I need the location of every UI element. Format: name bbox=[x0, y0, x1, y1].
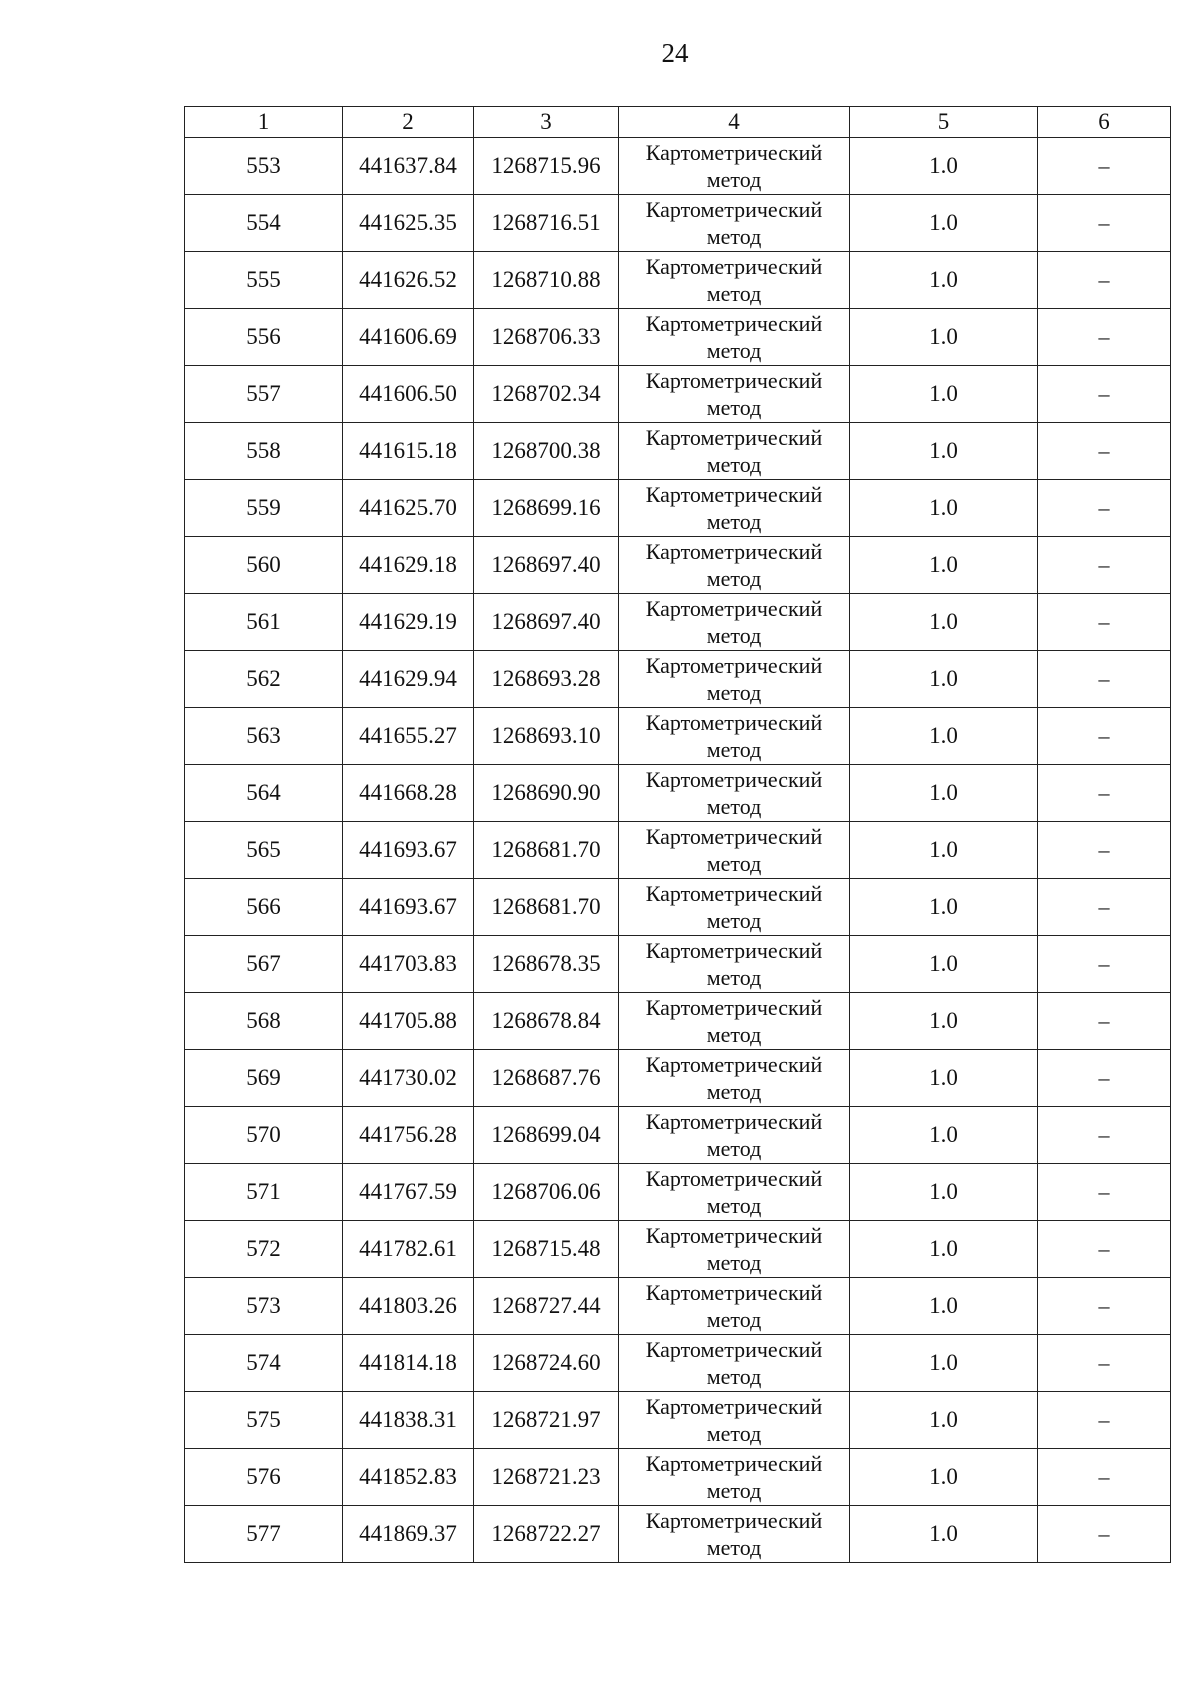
x-coordinate-cell: 441615.18 bbox=[343, 423, 474, 480]
x-coordinate-cell: 441693.67 bbox=[343, 822, 474, 879]
note-cell: – bbox=[1038, 708, 1171, 765]
y-coordinate-cell: 1268690.90 bbox=[474, 765, 619, 822]
method-line-2: метод bbox=[706, 623, 762, 648]
note-cell: – bbox=[1038, 480, 1171, 537]
method-line-1: Картометрический bbox=[645, 1508, 823, 1533]
x-coordinate-cell: 441814.18 bbox=[343, 1335, 474, 1392]
table-row bbox=[185, 1164, 1171, 1221]
method-line-2: метод bbox=[706, 965, 762, 990]
note-cell: – bbox=[1038, 1164, 1171, 1221]
x-coordinate-cell: 441606.50 bbox=[343, 366, 474, 423]
point-number-cell: 569 bbox=[185, 1050, 343, 1107]
x-coordinate-cell: 441637.84 bbox=[343, 138, 474, 195]
y-coordinate-cell: 1268715.48 bbox=[474, 1221, 619, 1278]
table-header bbox=[185, 107, 1171, 138]
point-number-cell: 556 bbox=[185, 309, 343, 366]
note-cell: – bbox=[1038, 1278, 1171, 1335]
method-line-1: Картометрический bbox=[645, 482, 823, 507]
note-cell: – bbox=[1038, 252, 1171, 309]
x-coordinate-cell: 441625.70 bbox=[343, 480, 474, 537]
note-cell: – bbox=[1038, 1050, 1171, 1107]
method-line-2: метод bbox=[706, 680, 762, 705]
method-cell bbox=[619, 1107, 850, 1164]
y-coordinate-cell: 1268724.60 bbox=[474, 1335, 619, 1392]
accuracy-cell: 1.0 bbox=[850, 1107, 1038, 1164]
point-number-cell: 559 bbox=[185, 480, 343, 537]
method-cell bbox=[619, 309, 850, 366]
x-coordinate-cell: 441803.26 bbox=[343, 1278, 474, 1335]
method-line-1: Картометрический bbox=[645, 1280, 823, 1305]
method-line-1: Картометрический bbox=[645, 710, 823, 735]
method-cell bbox=[619, 594, 850, 651]
point-number-cell: 565 bbox=[185, 822, 343, 879]
y-coordinate-cell: 1268693.10 bbox=[474, 708, 619, 765]
header-cell-2: 2 bbox=[343, 107, 474, 138]
note-cell: – bbox=[1038, 936, 1171, 993]
method-line-2: метод bbox=[706, 1193, 762, 1218]
point-number-cell: 574 bbox=[185, 1335, 343, 1392]
method-line-1: Картометрический bbox=[645, 1166, 823, 1191]
method-cell bbox=[619, 423, 850, 480]
y-coordinate-cell: 1268693.28 bbox=[474, 651, 619, 708]
table-row bbox=[185, 1392, 1171, 1449]
method-cell bbox=[619, 366, 850, 423]
table-row bbox=[185, 708, 1171, 765]
y-coordinate-cell: 1268678.35 bbox=[474, 936, 619, 993]
x-coordinate-cell: 441705.88 bbox=[343, 993, 474, 1050]
method-cell bbox=[619, 1335, 850, 1392]
y-coordinate-cell: 1268710.88 bbox=[474, 252, 619, 309]
method-line-1: Картометрический bbox=[645, 1052, 823, 1077]
header-cell-1: 1 bbox=[185, 107, 343, 138]
y-coordinate-cell: 1268697.40 bbox=[474, 594, 619, 651]
table-row bbox=[185, 1221, 1171, 1278]
method-cell bbox=[619, 1221, 850, 1278]
accuracy-cell: 1.0 bbox=[850, 1221, 1038, 1278]
method-line-2: метод bbox=[706, 851, 762, 876]
y-coordinate-cell: 1268727.44 bbox=[474, 1278, 619, 1335]
coordinates-table-wrapper bbox=[184, 106, 1170, 1563]
accuracy-cell: 1.0 bbox=[850, 309, 1038, 366]
point-number-cell: 575 bbox=[185, 1392, 343, 1449]
method-cell bbox=[619, 936, 850, 993]
x-coordinate-cell: 441668.28 bbox=[343, 765, 474, 822]
accuracy-cell: 1.0 bbox=[850, 765, 1038, 822]
x-coordinate-cell: 441838.31 bbox=[343, 1392, 474, 1449]
y-coordinate-cell: 1268702.34 bbox=[474, 366, 619, 423]
note-cell: – bbox=[1038, 1335, 1171, 1392]
table-row bbox=[185, 1449, 1171, 1506]
accuracy-cell: 1.0 bbox=[850, 1392, 1038, 1449]
x-coordinate-cell: 441625.35 bbox=[343, 195, 474, 252]
table-row bbox=[185, 879, 1171, 936]
x-coordinate-cell: 441626.52 bbox=[343, 252, 474, 309]
table-row bbox=[185, 309, 1171, 366]
x-coordinate-cell: 441693.67 bbox=[343, 879, 474, 936]
point-number-cell: 553 bbox=[185, 138, 343, 195]
y-coordinate-cell: 1268697.40 bbox=[474, 537, 619, 594]
point-number-cell: 566 bbox=[185, 879, 343, 936]
point-number-cell: 562 bbox=[185, 651, 343, 708]
method-cell bbox=[619, 195, 850, 252]
method-line-2: метод bbox=[706, 1022, 762, 1047]
accuracy-cell: 1.0 bbox=[850, 1050, 1038, 1107]
y-coordinate-cell: 1268715.96 bbox=[474, 138, 619, 195]
accuracy-cell: 1.0 bbox=[850, 1506, 1038, 1563]
x-coordinate-cell: 441852.83 bbox=[343, 1449, 474, 1506]
note-cell: – bbox=[1038, 1221, 1171, 1278]
method-line-1: Картометрический bbox=[645, 425, 823, 450]
note-cell: – bbox=[1038, 537, 1171, 594]
note-cell: – bbox=[1038, 423, 1171, 480]
y-coordinate-cell: 1268721.23 bbox=[474, 1449, 619, 1506]
header-cell-3: 3 bbox=[474, 107, 619, 138]
table-row bbox=[185, 1107, 1171, 1164]
method-line-2: метод bbox=[706, 338, 762, 363]
y-coordinate-cell: 1268706.33 bbox=[474, 309, 619, 366]
table-row bbox=[185, 1050, 1171, 1107]
table-row bbox=[185, 822, 1171, 879]
method-line-1: Картометрический bbox=[645, 368, 823, 393]
x-coordinate-cell: 441730.02 bbox=[343, 1050, 474, 1107]
method-line-2: метод bbox=[706, 908, 762, 933]
x-coordinate-cell: 441756.28 bbox=[343, 1107, 474, 1164]
point-number-cell: 567 bbox=[185, 936, 343, 993]
y-coordinate-cell: 1268700.38 bbox=[474, 423, 619, 480]
note-cell: – bbox=[1038, 309, 1171, 366]
note-cell: – bbox=[1038, 594, 1171, 651]
point-number-cell: 571 bbox=[185, 1164, 343, 1221]
table-body bbox=[185, 138, 1171, 1563]
accuracy-cell: 1.0 bbox=[850, 1449, 1038, 1506]
method-line-2: метод bbox=[706, 1421, 762, 1446]
method-line-1: Картометрический bbox=[645, 311, 823, 336]
header-cell-5: 5 bbox=[850, 107, 1038, 138]
y-coordinate-cell: 1268699.04 bbox=[474, 1107, 619, 1164]
accuracy-cell: 1.0 bbox=[850, 993, 1038, 1050]
method-line-1: Картометрический bbox=[645, 995, 823, 1020]
x-coordinate-cell: 441629.94 bbox=[343, 651, 474, 708]
point-number-cell: 560 bbox=[185, 537, 343, 594]
point-number-cell: 555 bbox=[185, 252, 343, 309]
method-line-2: метод bbox=[706, 566, 762, 591]
y-coordinate-cell: 1268687.76 bbox=[474, 1050, 619, 1107]
method-line-2: метод bbox=[706, 452, 762, 477]
method-line-2: метод bbox=[706, 281, 762, 306]
point-number-cell: 570 bbox=[185, 1107, 343, 1164]
note-cell: – bbox=[1038, 366, 1171, 423]
method-cell bbox=[619, 879, 850, 936]
method-line-1: Картометрический bbox=[645, 596, 823, 621]
method-line-2: метод bbox=[706, 224, 762, 249]
point-number-cell: 563 bbox=[185, 708, 343, 765]
note-cell: – bbox=[1038, 138, 1171, 195]
table-row bbox=[185, 1335, 1171, 1392]
y-coordinate-cell: 1268722.27 bbox=[474, 1506, 619, 1563]
method-line-1: Картометрический bbox=[645, 938, 823, 963]
y-coordinate-cell: 1268678.84 bbox=[474, 993, 619, 1050]
method-line-2: метод bbox=[706, 509, 762, 534]
y-coordinate-cell: 1268721.97 bbox=[474, 1392, 619, 1449]
accuracy-cell: 1.0 bbox=[850, 252, 1038, 309]
note-cell: – bbox=[1038, 195, 1171, 252]
accuracy-cell: 1.0 bbox=[850, 1278, 1038, 1335]
accuracy-cell: 1.0 bbox=[850, 1164, 1038, 1221]
method-line-2: метод bbox=[706, 395, 762, 420]
method-line-2: метод bbox=[706, 1478, 762, 1503]
method-cell bbox=[619, 252, 850, 309]
y-coordinate-cell: 1268706.06 bbox=[474, 1164, 619, 1221]
method-line-2: метод bbox=[706, 1364, 762, 1389]
method-cell bbox=[619, 480, 850, 537]
method-line-1: Картометрический bbox=[645, 653, 823, 678]
table-row bbox=[185, 366, 1171, 423]
y-coordinate-cell: 1268681.70 bbox=[474, 879, 619, 936]
method-line-1: Картометрический bbox=[645, 197, 823, 222]
method-cell bbox=[619, 993, 850, 1050]
point-number-cell: 577 bbox=[185, 1506, 343, 1563]
table-row bbox=[185, 594, 1171, 651]
y-coordinate-cell: 1268681.70 bbox=[474, 822, 619, 879]
point-number-cell: 576 bbox=[185, 1449, 343, 1506]
coordinates-table bbox=[184, 106, 1171, 1563]
table-row bbox=[185, 651, 1171, 708]
method-cell bbox=[619, 765, 850, 822]
method-cell bbox=[619, 822, 850, 879]
method-cell bbox=[619, 537, 850, 594]
x-coordinate-cell: 441782.61 bbox=[343, 1221, 474, 1278]
table-row bbox=[185, 423, 1171, 480]
note-cell: – bbox=[1038, 1107, 1171, 1164]
method-line-1: Картометрический bbox=[645, 1394, 823, 1419]
point-number-cell: 558 bbox=[185, 423, 343, 480]
accuracy-cell: 1.0 bbox=[850, 195, 1038, 252]
table-row bbox=[185, 993, 1171, 1050]
method-line-2: метод bbox=[706, 737, 762, 762]
method-line-2: метод bbox=[706, 1079, 762, 1104]
x-coordinate-cell: 441869.37 bbox=[343, 1506, 474, 1563]
table-row bbox=[185, 765, 1171, 822]
method-cell bbox=[619, 1506, 850, 1563]
method-cell bbox=[619, 1164, 850, 1221]
accuracy-cell: 1.0 bbox=[850, 651, 1038, 708]
table-row bbox=[185, 138, 1171, 195]
method-cell bbox=[619, 651, 850, 708]
header-row bbox=[185, 107, 1171, 138]
method-line-1: Картометрический bbox=[645, 254, 823, 279]
method-line-2: метод bbox=[706, 167, 762, 192]
method-line-1: Картометрический bbox=[645, 1223, 823, 1248]
y-coordinate-cell: 1268716.51 bbox=[474, 195, 619, 252]
method-line-2: метод bbox=[706, 1250, 762, 1275]
x-coordinate-cell: 441767.59 bbox=[343, 1164, 474, 1221]
method-line-2: метод bbox=[706, 1307, 762, 1332]
method-line-1: Картометрический bbox=[645, 1337, 823, 1362]
method-line-1: Картометрический bbox=[645, 1109, 823, 1134]
point-number-cell: 573 bbox=[185, 1278, 343, 1335]
x-coordinate-cell: 441655.27 bbox=[343, 708, 474, 765]
method-line-2: метод bbox=[706, 1535, 762, 1560]
note-cell: – bbox=[1038, 765, 1171, 822]
method-cell bbox=[619, 1449, 850, 1506]
point-number-cell: 554 bbox=[185, 195, 343, 252]
accuracy-cell: 1.0 bbox=[850, 822, 1038, 879]
note-cell: – bbox=[1038, 993, 1171, 1050]
table-row bbox=[185, 537, 1171, 594]
table-row bbox=[185, 480, 1171, 537]
method-line-2: метод bbox=[706, 794, 762, 819]
x-coordinate-cell: 441629.19 bbox=[343, 594, 474, 651]
method-line-1: Картометрический bbox=[645, 824, 823, 849]
method-cell bbox=[619, 1278, 850, 1335]
accuracy-cell: 1.0 bbox=[850, 423, 1038, 480]
method-line-1: Картометрический bbox=[645, 539, 823, 564]
x-coordinate-cell: 441629.18 bbox=[343, 537, 474, 594]
point-number-cell: 572 bbox=[185, 1221, 343, 1278]
y-coordinate-cell: 1268699.16 bbox=[474, 480, 619, 537]
page-number: 24 bbox=[661, 38, 689, 68]
table-row bbox=[185, 1506, 1171, 1563]
method-cell bbox=[619, 1392, 850, 1449]
note-cell: – bbox=[1038, 879, 1171, 936]
accuracy-cell: 1.0 bbox=[850, 879, 1038, 936]
table-row bbox=[185, 195, 1171, 252]
method-cell bbox=[619, 1050, 850, 1107]
note-cell: – bbox=[1038, 822, 1171, 879]
method-line-1: Картометрический bbox=[645, 1451, 823, 1476]
method-line-1: Картометрический bbox=[645, 881, 823, 906]
header-cell-6: 6 bbox=[1038, 107, 1171, 138]
accuracy-cell: 1.0 bbox=[850, 936, 1038, 993]
x-coordinate-cell: 441703.83 bbox=[343, 936, 474, 993]
point-number-cell: 561 bbox=[185, 594, 343, 651]
point-number-cell: 568 bbox=[185, 993, 343, 1050]
x-coordinate-cell: 441606.69 bbox=[343, 309, 474, 366]
method-line-1: Картометрический bbox=[645, 767, 823, 792]
note-cell: – bbox=[1038, 1392, 1171, 1449]
method-cell bbox=[619, 708, 850, 765]
point-number-cell: 564 bbox=[185, 765, 343, 822]
table-row bbox=[185, 936, 1171, 993]
accuracy-cell: 1.0 bbox=[850, 480, 1038, 537]
accuracy-cell: 1.0 bbox=[850, 366, 1038, 423]
accuracy-cell: 1.0 bbox=[850, 594, 1038, 651]
point-number-cell: 557 bbox=[185, 366, 343, 423]
table-row bbox=[185, 1278, 1171, 1335]
accuracy-cell: 1.0 bbox=[850, 138, 1038, 195]
method-cell bbox=[619, 138, 850, 195]
accuracy-cell: 1.0 bbox=[850, 708, 1038, 765]
accuracy-cell: 1.0 bbox=[850, 537, 1038, 594]
note-cell: – bbox=[1038, 651, 1171, 708]
note-cell: – bbox=[1038, 1449, 1171, 1506]
table-row bbox=[185, 252, 1171, 309]
method-line-2: метод bbox=[706, 1136, 762, 1161]
header-cell-4: 4 bbox=[619, 107, 850, 138]
method-line-1: Картометрический bbox=[645, 140, 823, 165]
note-cell: – bbox=[1038, 1506, 1171, 1563]
accuracy-cell: 1.0 bbox=[850, 1335, 1038, 1392]
